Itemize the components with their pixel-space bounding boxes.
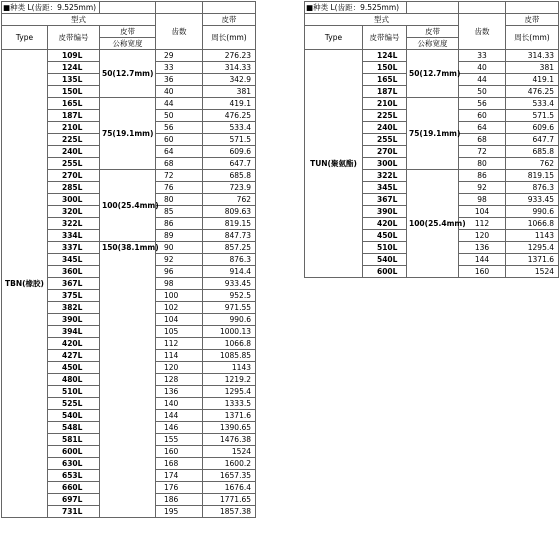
perimeter-cell: 1066.8 — [506, 218, 559, 230]
belt-no-cell: 210L — [363, 98, 407, 110]
belt-no-cell: 210L — [48, 122, 100, 134]
teeth-cell: 36 — [156, 74, 203, 86]
perimeter-cell: 1295.4 — [506, 242, 559, 254]
perimeter-cell: 276.23 — [203, 50, 256, 62]
perimeter-cell: 1066.8 — [203, 338, 256, 350]
belt-no-cell: 660L — [48, 482, 100, 494]
belt-no-cell: 525L — [48, 398, 100, 410]
perimeter-cell: 647.7 — [203, 158, 256, 170]
perimeter-cell: 1371.6 — [506, 254, 559, 266]
teeth-cell: 120 — [156, 362, 203, 374]
perimeter-cell: 1476.38 — [203, 434, 256, 446]
perimeter-cell: 1524 — [506, 266, 559, 278]
belt-no-cell: 270L — [363, 146, 407, 158]
perimeter-cell: 762 — [203, 194, 256, 206]
belt-no-cell: 187L — [48, 110, 100, 122]
header-row — [305, 26, 559, 38]
perimeter-cell: 533.4 — [506, 98, 559, 110]
type-cell: TBN(橡胶) — [2, 50, 48, 518]
nominal-width-cell: 50(12.7mm) — [100, 50, 156, 98]
teeth-cell: 195 — [156, 506, 203, 518]
belt-no-cell: 150L — [363, 62, 407, 74]
perimeter-cell: 876.3 — [203, 254, 256, 266]
perimeter-cell: 685.8 — [203, 170, 256, 182]
perimeter-cell: 847.73 — [203, 230, 256, 242]
perimeter-cell: 571.5 — [203, 134, 256, 146]
teeth-cell: 64 — [459, 122, 506, 134]
type-cell: TUN(聚氨酯) — [305, 50, 363, 278]
belt-no-cell: 285L — [48, 182, 100, 194]
perimeter-cell: 1000.13 — [203, 326, 256, 338]
empty-cell — [459, 2, 506, 14]
perimeter-header: 周长(mm) — [506, 26, 559, 50]
teeth-cell: 114 — [156, 350, 203, 362]
belt-table-body — [2, 2, 256, 518]
perimeter-cell: 933.45 — [203, 278, 256, 290]
perimeter-cell: 381 — [506, 62, 559, 74]
nominal-width-header: 公称宽度 — [100, 38, 156, 50]
belt-no-cell: 360L — [48, 266, 100, 278]
teeth-header: 齿数 — [459, 14, 506, 50]
teeth-cell: 120 — [459, 230, 506, 242]
teeth-cell: 98 — [459, 194, 506, 206]
perimeter-cell: 1524 — [203, 446, 256, 458]
teeth-cell: 44 — [156, 98, 203, 110]
perimeter-cell: 314.33 — [506, 50, 559, 62]
belt-no-cell: 337L — [48, 242, 100, 254]
teeth-cell: 44 — [459, 74, 506, 86]
teeth-cell: 128 — [156, 374, 203, 386]
belt-no-cell: 225L — [363, 110, 407, 122]
perimeter-cell: 419.1 — [203, 98, 256, 110]
header-row — [305, 14, 559, 26]
perimeter-cell: 819.15 — [506, 170, 559, 182]
empty-cell — [100, 2, 156, 14]
teeth-cell: 33 — [459, 50, 506, 62]
perimeter-cell: 1333.5 — [203, 398, 256, 410]
perimeter-cell: 342.9 — [203, 74, 256, 86]
perimeter-cell: 819.15 — [203, 218, 256, 230]
belt-header: 皮带 — [100, 26, 156, 38]
belt-no-cell: 300L — [48, 194, 100, 206]
belt-no-cell: 540L — [363, 254, 407, 266]
teeth-cell: 140 — [156, 398, 203, 410]
teeth-cell: 50 — [459, 86, 506, 98]
belt-no-cell: 345L — [363, 182, 407, 194]
nominal-width-cell: 100(25.4mm) — [100, 170, 156, 242]
belt-no-cell: 697L — [48, 494, 100, 506]
perimeter-cell: 609.6 — [203, 146, 256, 158]
belt-no-cell: 367L — [363, 194, 407, 206]
belt-no-cell: 322L — [363, 170, 407, 182]
perimeter-cell: 533.4 — [203, 122, 256, 134]
teeth-cell: 60 — [459, 110, 506, 122]
belt-no-cell: 600L — [48, 446, 100, 458]
perimeter-cell: 1657.35 — [203, 470, 256, 482]
belt-no-header: 皮带编号 — [48, 26, 100, 50]
belt-table-body — [305, 2, 559, 278]
teeth-cell: 29 — [156, 50, 203, 62]
belt-no-cell: 322L — [48, 218, 100, 230]
table-row — [2, 50, 256, 62]
teeth-cell: 92 — [156, 254, 203, 266]
teeth-cell: 105 — [156, 326, 203, 338]
type-header: Type — [305, 26, 363, 50]
perimeter-cell: 1219.2 — [203, 374, 256, 386]
belt-no-cell: 255L — [363, 134, 407, 146]
teeth-cell: 104 — [156, 314, 203, 326]
perimeter-cell: 419.1 — [506, 74, 559, 86]
teeth-cell: 72 — [156, 170, 203, 182]
belt-no-cell: 270L — [48, 170, 100, 182]
belt-no-cell: 135L — [48, 74, 100, 86]
belt-no-cell: 600L — [363, 266, 407, 278]
empty-cell — [506, 2, 559, 14]
perimeter-cell: 476.25 — [506, 86, 559, 98]
perimeter-cell: 647.7 — [506, 134, 559, 146]
belt-table-tbn — [1, 1, 256, 518]
belt-no-cell: 320L — [48, 206, 100, 218]
teeth-cell: 92 — [459, 182, 506, 194]
belt-no-cell: 480L — [48, 374, 100, 386]
teeth-cell: 89 — [156, 230, 203, 242]
teeth-cell: 56 — [459, 98, 506, 110]
belt-no-header: 皮带编号 — [363, 26, 407, 50]
perimeter-cell: 381 — [203, 86, 256, 98]
teeth-cell: 155 — [156, 434, 203, 446]
empty-cell — [156, 2, 203, 14]
belt-no-cell: 382L — [48, 302, 100, 314]
perimeter-cell: 876.3 — [506, 182, 559, 194]
teeth-cell: 68 — [156, 158, 203, 170]
belt-no-cell: 334L — [48, 230, 100, 242]
belt-no-cell: 109L — [48, 50, 100, 62]
belt-no-cell: 630L — [48, 458, 100, 470]
perimeter-cell: 809.63 — [203, 206, 256, 218]
perimeter-cell: 1143 — [203, 362, 256, 374]
belt-no-cell: 165L — [48, 98, 100, 110]
model-header: 型式 — [305, 14, 459, 26]
belt-header-2: 皮带 — [203, 14, 256, 26]
teeth-cell: 86 — [156, 218, 203, 230]
belt-no-cell: 653L — [48, 470, 100, 482]
belt-no-cell: 510L — [48, 386, 100, 398]
teeth-cell: 112 — [156, 338, 203, 350]
perimeter-cell: 314.33 — [203, 62, 256, 74]
perimeter-header: 周长(mm) — [203, 26, 256, 50]
belt-no-cell: 450L — [363, 230, 407, 242]
teeth-cell: 186 — [156, 494, 203, 506]
belt-no-cell: 450L — [48, 362, 100, 374]
belt-no-cell: 124L — [48, 62, 100, 74]
teeth-cell: 40 — [459, 62, 506, 74]
teeth-cell: 96 — [156, 266, 203, 278]
belt-table-tun — [304, 1, 559, 278]
belt-no-cell: 390L — [363, 206, 407, 218]
belt-no-cell: 540L — [48, 410, 100, 422]
belt-no-cell: 394L — [48, 326, 100, 338]
belt-no-cell: 300L — [363, 158, 407, 170]
perimeter-cell: 914.4 — [203, 266, 256, 278]
perimeter-cell: 1600.2 — [203, 458, 256, 470]
perimeter-cell: 723.9 — [203, 182, 256, 194]
perimeter-cell: 1143 — [506, 230, 559, 242]
nominal-width-cell: 150(38.1mm) — [100, 242, 156, 518]
belt-no-cell: 731L — [48, 506, 100, 518]
belt-no-cell: 165L — [363, 74, 407, 86]
perimeter-cell: 476.25 — [203, 110, 256, 122]
belt-no-cell: 225L — [48, 134, 100, 146]
table-row — [305, 50, 559, 62]
belt-no-cell: 375L — [48, 290, 100, 302]
nominal-width-cell: 75(19.1mm) — [100, 98, 156, 170]
empty-cell — [203, 2, 256, 14]
perimeter-cell: 952.5 — [203, 290, 256, 302]
teeth-cell: 144 — [156, 410, 203, 422]
perimeter-cell: 1295.4 — [203, 386, 256, 398]
belt-no-cell: 255L — [48, 158, 100, 170]
type-header: Type — [2, 26, 48, 50]
perimeter-cell: 1390.65 — [203, 422, 256, 434]
teeth-cell: 56 — [156, 122, 203, 134]
teeth-cell: 174 — [156, 470, 203, 482]
perimeter-cell: 1085.85 — [203, 350, 256, 362]
belt-no-cell: 420L — [48, 338, 100, 350]
perimeter-cell: 971.55 — [203, 302, 256, 314]
perimeter-cell: 990.6 — [203, 314, 256, 326]
belt-no-cell: 124L — [363, 50, 407, 62]
caption-row — [2, 2, 256, 14]
belt-no-cell: 390L — [48, 314, 100, 326]
nominal-width-cell: 100(25.4mm) — [407, 170, 459, 278]
nominal-width-header: 公称宽度 — [407, 38, 459, 50]
teeth-cell: 144 — [459, 254, 506, 266]
perimeter-cell: 571.5 — [506, 110, 559, 122]
teeth-cell: 160 — [459, 266, 506, 278]
belt-no-cell: 510L — [363, 242, 407, 254]
perimeter-cell: 1857.38 — [203, 506, 256, 518]
teeth-cell: 112 — [459, 218, 506, 230]
teeth-cell: 86 — [459, 170, 506, 182]
belt-no-cell: 240L — [48, 146, 100, 158]
teeth-header: 齿数 — [156, 14, 203, 50]
teeth-cell: 64 — [156, 146, 203, 158]
teeth-cell: 102 — [156, 302, 203, 314]
header-row — [2, 26, 256, 38]
teeth-cell: 60 — [156, 134, 203, 146]
belt-no-cell: 581L — [48, 434, 100, 446]
perimeter-cell: 609.6 — [506, 122, 559, 134]
teeth-cell: 136 — [459, 242, 506, 254]
table-caption: ■种类 L(齿距：9.525mm) — [305, 2, 407, 14]
belt-no-cell: 240L — [363, 122, 407, 134]
belt-header: 皮带 — [407, 26, 459, 38]
perimeter-cell: 1371.6 — [203, 410, 256, 422]
teeth-cell: 80 — [156, 194, 203, 206]
teeth-cell: 160 — [156, 446, 203, 458]
belt-no-cell: 187L — [363, 86, 407, 98]
teeth-cell: 80 — [459, 158, 506, 170]
header-row — [2, 14, 256, 26]
perimeter-cell: 933.45 — [506, 194, 559, 206]
teeth-cell: 68 — [459, 134, 506, 146]
perimeter-cell: 685.8 — [506, 146, 559, 158]
perimeter-cell: 762 — [506, 158, 559, 170]
teeth-cell: 90 — [156, 242, 203, 254]
belt-no-cell: 427L — [48, 350, 100, 362]
teeth-cell: 76 — [156, 182, 203, 194]
nominal-width-cell: 50(12.7mm) — [407, 50, 459, 98]
belt-no-cell: 420L — [363, 218, 407, 230]
perimeter-cell: 990.6 — [506, 206, 559, 218]
teeth-cell: 85 — [156, 206, 203, 218]
caption-row — [305, 2, 559, 14]
teeth-cell: 40 — [156, 86, 203, 98]
teeth-cell: 176 — [156, 482, 203, 494]
perimeter-cell: 1771.65 — [203, 494, 256, 506]
belt-no-cell: 150L — [48, 86, 100, 98]
nominal-width-cell: 75(19.1mm) — [407, 98, 459, 170]
belt-no-cell: 548L — [48, 422, 100, 434]
perimeter-cell: 857.25 — [203, 242, 256, 254]
teeth-cell: 104 — [459, 206, 506, 218]
model-header: 型式 — [2, 14, 156, 26]
table-caption: ■种类 L(齿距：9.525mm) — [2, 2, 100, 14]
teeth-cell: 72 — [459, 146, 506, 158]
belt-no-cell: 367L — [48, 278, 100, 290]
perimeter-cell: 1676.4 — [203, 482, 256, 494]
belt-header-2: 皮带 — [506, 14, 559, 26]
teeth-cell: 146 — [156, 422, 203, 434]
teeth-cell: 98 — [156, 278, 203, 290]
belt-no-cell: 345L — [48, 254, 100, 266]
empty-cell — [407, 2, 459, 14]
teeth-cell: 50 — [156, 110, 203, 122]
teeth-cell: 168 — [156, 458, 203, 470]
teeth-cell: 136 — [156, 386, 203, 398]
teeth-cell: 100 — [156, 290, 203, 302]
teeth-cell: 33 — [156, 62, 203, 74]
